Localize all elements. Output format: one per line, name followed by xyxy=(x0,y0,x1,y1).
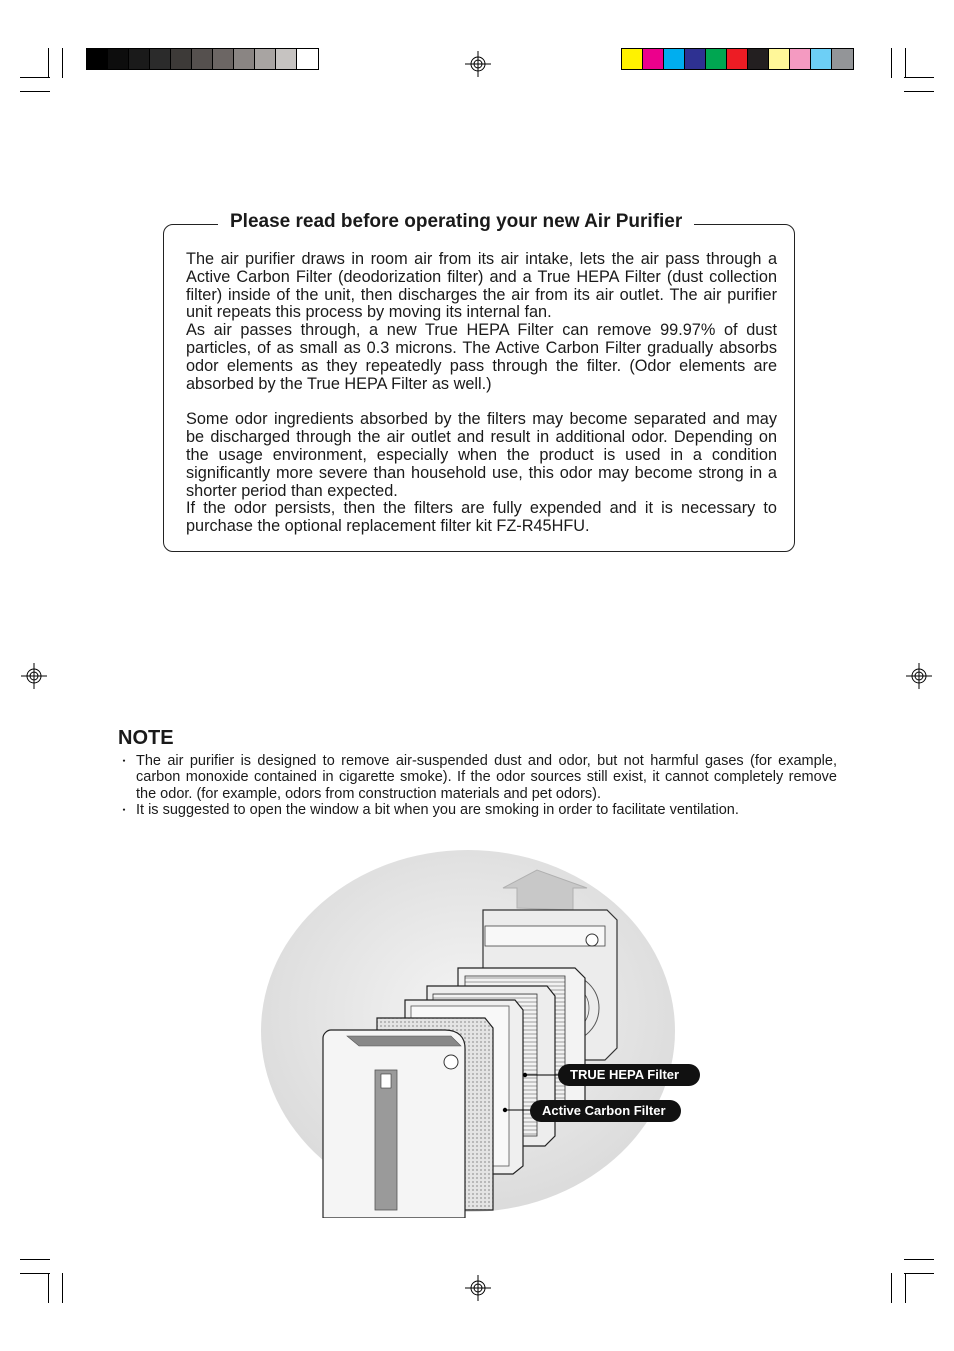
color-swatch xyxy=(150,49,171,69)
grayscale-calibration-bar xyxy=(86,48,319,70)
color-swatch xyxy=(727,49,748,69)
color-swatch xyxy=(171,49,192,69)
registration-mark-icon xyxy=(906,663,932,689)
color-swatch xyxy=(769,49,790,69)
registration-mark-icon xyxy=(465,51,491,77)
color-swatch xyxy=(811,49,832,69)
color-swatch xyxy=(832,49,853,69)
color-swatch xyxy=(192,49,213,69)
color-swatch xyxy=(234,49,255,69)
note-heading: NOTE xyxy=(118,727,174,749)
color-swatch xyxy=(276,49,297,69)
registration-mark-icon xyxy=(21,663,47,689)
color-calibration-bar xyxy=(621,48,854,70)
color-swatch xyxy=(706,49,727,69)
color-swatch xyxy=(664,49,685,69)
info-paragraph: If the odor persists, then the filters are fully expended and it is necessary to purchase the optional replacement filter kit FZ-R45HFU. xyxy=(186,499,777,536)
filter-exploded-diagram xyxy=(255,848,685,1218)
info-paragraph: The air purifier draws in room air from its air intake, lets the air pass through a Active Carbon Filter (deodorization filter) and a True HEPA Filter (dust collection filter) inside of the unit, then discharges the air from its air outlet. The air purifier unit repeats this process by moving its internal fan. xyxy=(186,250,777,322)
label-active-carbon-filter: Active Carbon Filter xyxy=(530,1100,681,1122)
color-swatch xyxy=(748,49,769,69)
label-true-hepa-filter: TRUE HEPA Filter xyxy=(558,1064,700,1086)
color-swatch xyxy=(643,49,664,69)
note-list xyxy=(120,753,837,819)
info-box-title: Please read before operating your new Air Purifier xyxy=(218,209,694,235)
color-swatch xyxy=(622,49,643,69)
registration-mark-icon xyxy=(465,1275,491,1301)
color-swatch xyxy=(685,49,706,69)
info-paragraph: As air passes through, a new True HEPA Filter can remove 99.97% of dust particles, of as small as 0.3 microns. The Active Carbon Filter gradually absorbs odor elements as they repeatedly pass through the filter. (Odor elements are absorbed by the True HEPA Filter as well.) xyxy=(186,321,777,393)
color-swatch xyxy=(87,49,108,69)
color-swatch xyxy=(213,49,234,69)
front-panel xyxy=(323,1030,465,1218)
info-paragraph: Some odor ingredients absorbed by the filters may become separated and may be discharged through the air outlet and result in additional odor. Depending on the usage environment, especially when the product is used in a condition significantly more severe than household use, this odor may become strong in a shorter period than expected. xyxy=(186,410,777,500)
info-box-body xyxy=(186,251,777,536)
note-item: ・ The air purifier is designed to remove air-suspended dust and odor, but not harmful gases (for example, carbon monoxide contained in cigarette smoke). If the odor sources still exist, it cannot completely remove the odor. (for example, odors from construction materials and pet odors). xyxy=(120,753,837,802)
note-item: ・ It is suggested to open the window a bit when you are smoking in order to facilitate ventilation. xyxy=(120,802,837,818)
color-swatch xyxy=(255,49,276,69)
color-swatch xyxy=(297,49,318,69)
color-swatch xyxy=(790,49,811,69)
color-swatch xyxy=(108,49,129,69)
color-swatch xyxy=(129,49,150,69)
